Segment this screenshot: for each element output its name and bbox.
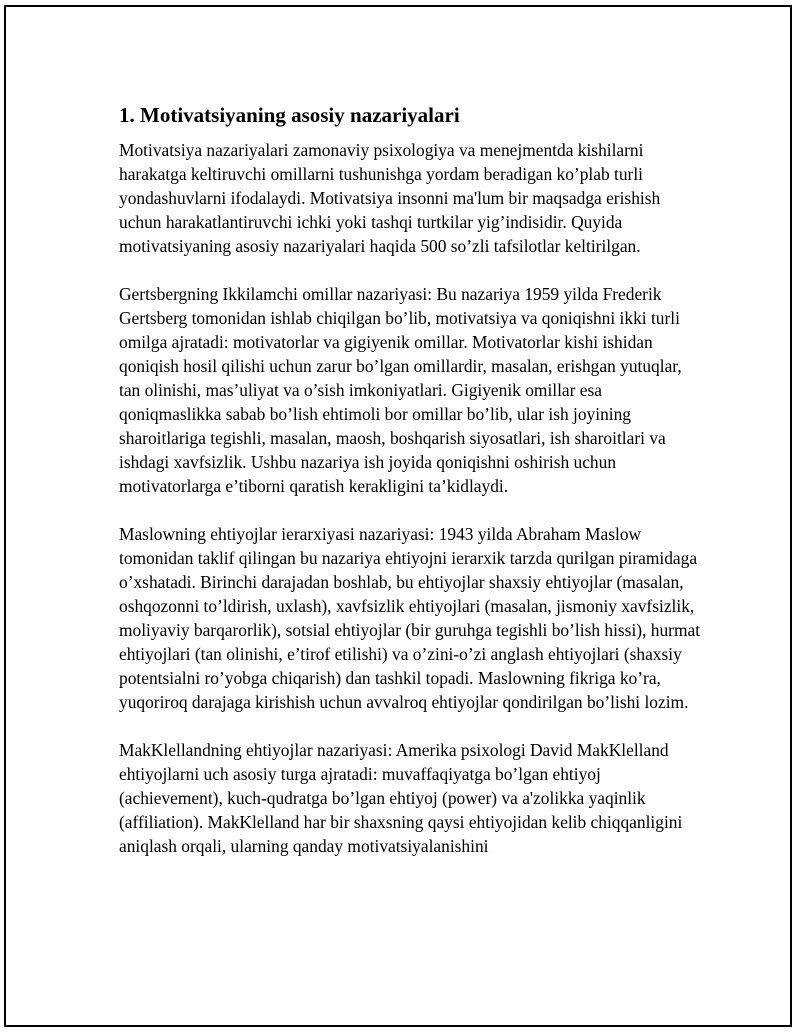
paragraph-mcclelland: MakKlellandning ehtiyojlar nazariyasi: Amerika psixologi David MakKlelland ehtiyojlarni uch asosiy turga ajratadi: muvaffaqiyatga bo’lgan ehtiyoj (achievement), kuch-qudratga bo’lgan ehtiyoj (power) va a'zolikka yaqinlik (affiliation). MakKlelland har bir shaxsning qaysi ehtiyojidan kelib chiqqanligini aniqlash orqali, ularning qanday motivatsiyalanishini	[119, 740, 683, 856]
paragraph-intro: Motivatsiya nazariyalari zamonaviy psixologiya va menejmentda kishilarni harakatga keltiruvchi omillarni tushunishga yordam beradigan ko’plab turli yondashuvlarni ifodalaydi. Motivatsiya insonni ma'lum bir maqsadga erishish uchun harakatlantiruvchi ichki yoki tashqi turtkilar yig’indisidir. Quyida motivatsiyaning asosiy nazariyalari haqida 500 so’zli tafsilotlar keltirilgan.	[119, 140, 661, 256]
section-heading: 1. Motivatsiyaning asosiy nazariyalari	[119, 103, 460, 127]
page-frame	[4, 5, 792, 1027]
paragraph-maslow: Maslowning ehtiyojlar ierarxiyasi nazariyasi: 1943 yilda Abraham Maslow tomonidan taklif qilingan bu nazariya ehtiyojni ierarxik tarzda qurilgan piramidaga o’xshatadi. Birinchi darajadan boshlab, bu ehtiyojlar shaxsiy ehtiyojlar (masalan, oshqozonni to’ldirish, uxlash), xavfsizlik ehtiyojlari (masalan, jismoniy xavfsizlik, moliyaviy barqarorlik), sotsial ehtiyojlar (bir guruhga tegishli bo’lish hissi), hurmat ehtiyojlari (tan olinishi, e’tirof etilishi) va o’zini-o’zi anglash ehtiyojlari (shaxsiy potentsialni ro’yobga chiqarish) dan tashkil topadi. Maslowning fikriga ko’ra, yuqoriroq darajaga kirishish uchun avvalroq ehtiyojlar qondirilgan bo’lishi lozim.	[119, 524, 701, 712]
paragraph-herzberg: Gertsbergning Ikkilamchi omillar nazariyasi: Bu nazariya 1959 yilda Frederik Gertsberg tomonidan ishlab chiqilgan bo’lib, motivatsiya va qoniqishni ikki turli omilga ajratadi: motivatorlar va gigiyenik omillar. Motivatorlar kishi ishidan qoniqish hosil qilishi uchun zarur bo’lgan omillardir, masalan, erishgan yutuqlar, tan olinishi, mas’uliyat va o’sish imkoniyatlari. Gigiyenik omillar esa qoniqmaslikka sabab bo’lish ehtimoli bor omillar bo’lib, ular ish joyining sharoitlariga tegishli, masalan, maosh, boshqarish siyosatlari, ish sharoitlari va ishdagi xavfsizlik. Ushbu nazariya ish joyida qoniqishni oshirish uchun motivatorlarga e’tiborni qaratish kerakligini ta’kidlaydi.	[119, 284, 682, 496]
document-body	[119, 102, 704, 858]
